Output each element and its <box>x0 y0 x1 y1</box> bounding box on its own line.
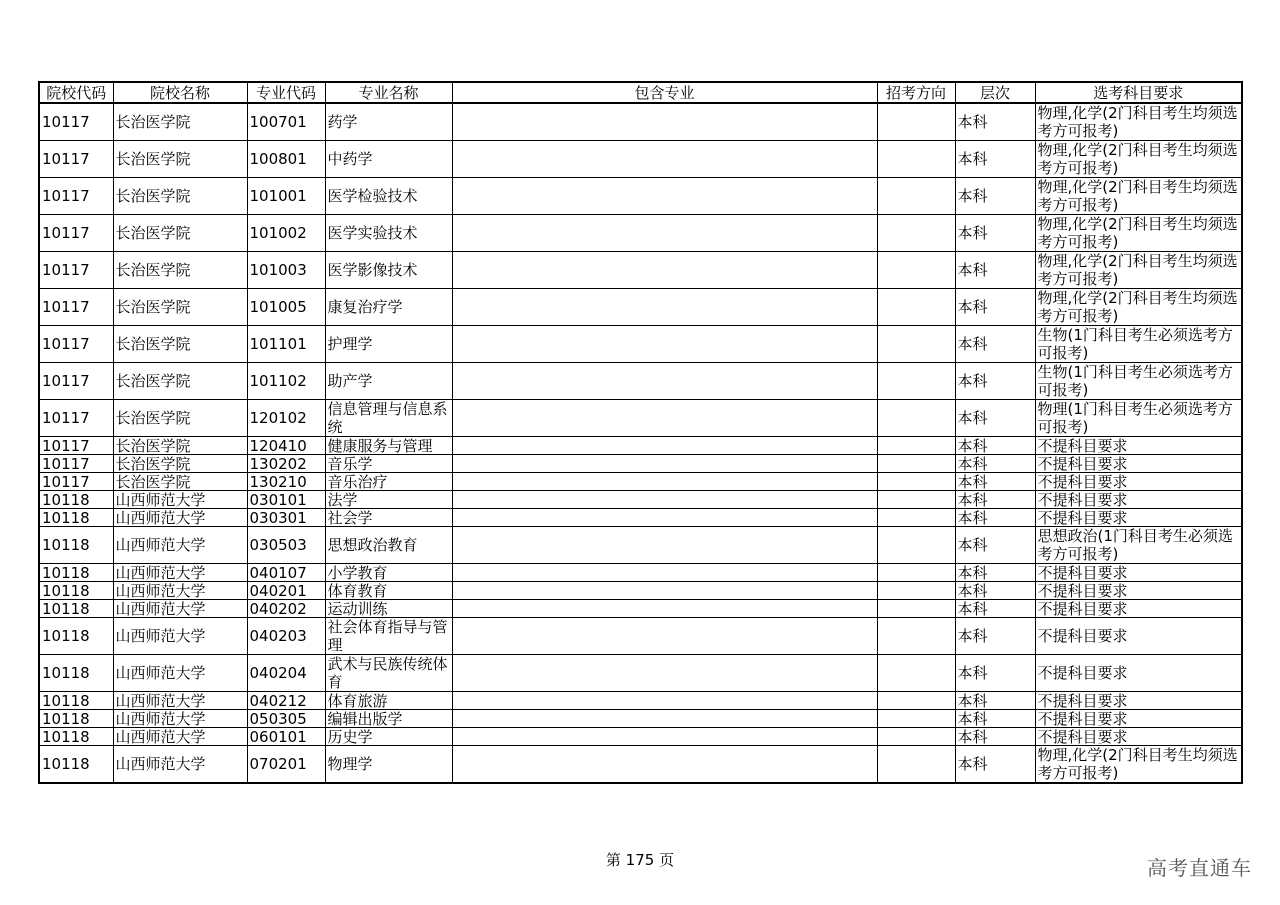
cell-subject-requirement: 物理,化学(2门科目考生均须选考方可报考) <box>1035 178 1242 215</box>
cell-school-name: 长治医学院 <box>113 178 247 215</box>
cell-included-majors <box>452 509 877 527</box>
cell-direction <box>877 509 955 527</box>
cell-subject-requirement: 生物(1门科目考生必须选考方可报考) <box>1035 363 1242 400</box>
cell-level: 本科 <box>955 103 1035 141</box>
table-row <box>39 473 1242 491</box>
cell-major-name: 武术与民族传统体育 <box>325 655 452 692</box>
cell-subject-requirement: 生物(1门科目考生必须选考方可报考) <box>1035 326 1242 363</box>
cell-subject-requirement: 不提科目要求 <box>1035 600 1242 618</box>
cell-major-code: 130202 <box>247 455 325 473</box>
header-included-majors: 包含专业 <box>452 82 877 103</box>
cell-direction <box>877 178 955 215</box>
cell-included-majors <box>452 289 877 326</box>
cell-school-code: 10118 <box>39 600 113 618</box>
cell-school-name: 山西师范大学 <box>113 600 247 618</box>
table-row <box>39 141 1242 178</box>
cell-school-name: 山西师范大学 <box>113 710 247 728</box>
cell-major-code: 120102 <box>247 400 325 437</box>
cell-school-code: 10118 <box>39 527 113 564</box>
table-row <box>39 710 1242 728</box>
cell-direction <box>877 618 955 655</box>
cell-level: 本科 <box>955 326 1035 363</box>
cell-included-majors <box>452 564 877 582</box>
cell-level: 本科 <box>955 618 1035 655</box>
cell-school-code: 10118 <box>39 618 113 655</box>
cell-direction <box>877 473 955 491</box>
cell-school-name: 长治医学院 <box>113 103 247 141</box>
cell-included-majors <box>452 178 877 215</box>
cell-level: 本科 <box>955 289 1035 326</box>
cell-direction <box>877 437 955 455</box>
cell-direction <box>877 103 955 141</box>
cell-direction <box>877 491 955 509</box>
cell-level: 本科 <box>955 437 1035 455</box>
cell-subject-requirement: 不提科目要求 <box>1035 728 1242 746</box>
cell-major-code: 040212 <box>247 692 325 710</box>
cell-major-name: 物理学 <box>325 746 452 784</box>
cell-school-name: 长治医学院 <box>113 141 247 178</box>
table-row <box>39 326 1242 363</box>
cell-school-code: 10117 <box>39 215 113 252</box>
table-row <box>39 692 1242 710</box>
table-row <box>39 363 1242 400</box>
cell-school-code: 10118 <box>39 692 113 710</box>
cell-major-name: 音乐学 <box>325 455 452 473</box>
cell-school-code: 10118 <box>39 655 113 692</box>
cell-school-name: 山西师范大学 <box>113 527 247 564</box>
cell-level: 本科 <box>955 141 1035 178</box>
header-major-name: 专业名称 <box>325 82 452 103</box>
cell-level: 本科 <box>955 655 1035 692</box>
cell-level: 本科 <box>955 178 1035 215</box>
cell-major-name: 体育教育 <box>325 582 452 600</box>
table-row <box>39 455 1242 473</box>
cell-level: 本科 <box>955 692 1035 710</box>
cell-major-name: 运动训练 <box>325 600 452 618</box>
cell-subject-requirement: 不提科目要求 <box>1035 455 1242 473</box>
cell-included-majors <box>452 103 877 141</box>
cell-major-name: 中药学 <box>325 141 452 178</box>
cell-major-code: 101005 <box>247 289 325 326</box>
cell-direction <box>877 527 955 564</box>
table-row <box>39 103 1242 141</box>
cell-school-code: 10117 <box>39 473 113 491</box>
cell-school-name: 山西师范大学 <box>113 692 247 710</box>
cell-major-code: 030101 <box>247 491 325 509</box>
cell-level: 本科 <box>955 728 1035 746</box>
cell-major-name: 护理学 <box>325 326 452 363</box>
cell-major-name: 历史学 <box>325 728 452 746</box>
cell-major-name: 小学教育 <box>325 564 452 582</box>
cell-included-majors <box>452 363 877 400</box>
cell-school-name: 山西师范大学 <box>113 655 247 692</box>
cell-direction <box>877 141 955 178</box>
cell-subject-requirement: 物理,化学(2门科目考生均须选考方可报考) <box>1035 252 1242 289</box>
cell-major-name: 社会体育指导与管理 <box>325 618 452 655</box>
cell-level: 本科 <box>955 582 1035 600</box>
cell-included-majors <box>452 527 877 564</box>
cell-school-name: 山西师范大学 <box>113 728 247 746</box>
table-row <box>39 728 1242 746</box>
cell-subject-requirement: 不提科目要求 <box>1035 692 1242 710</box>
cell-included-majors <box>452 491 877 509</box>
cell-level: 本科 <box>955 527 1035 564</box>
cell-included-majors <box>452 473 877 491</box>
cell-major-name: 体育旅游 <box>325 692 452 710</box>
cell-major-code: 101001 <box>247 178 325 215</box>
cell-included-majors <box>452 655 877 692</box>
table-row <box>39 509 1242 527</box>
cell-major-code: 040204 <box>247 655 325 692</box>
cell-school-code: 10118 <box>39 728 113 746</box>
cell-level: 本科 <box>955 746 1035 784</box>
cell-included-majors <box>452 692 877 710</box>
cell-major-name: 医学实验技术 <box>325 215 452 252</box>
cell-school-name: 长治医学院 <box>113 252 247 289</box>
cell-included-majors <box>452 618 877 655</box>
cell-direction <box>877 728 955 746</box>
cell-direction <box>877 710 955 728</box>
cell-direction <box>877 363 955 400</box>
cell-school-code: 10118 <box>39 509 113 527</box>
cell-included-majors <box>452 437 877 455</box>
cell-major-name: 思想政治教育 <box>325 527 452 564</box>
cell-school-name: 长治医学院 <box>113 455 247 473</box>
cell-school-code: 10117 <box>39 103 113 141</box>
cell-school-name: 长治医学院 <box>113 215 247 252</box>
cell-included-majors <box>452 141 877 178</box>
cell-school-code: 10117 <box>39 178 113 215</box>
cell-major-name: 编辑出版学 <box>325 710 452 728</box>
cell-subject-requirement: 物理(1门科目考生必须选考方可报考) <box>1035 400 1242 437</box>
cell-included-majors <box>452 252 877 289</box>
cell-school-name: 长治医学院 <box>113 473 247 491</box>
table-row <box>39 618 1242 655</box>
cell-direction <box>877 746 955 784</box>
cell-level: 本科 <box>955 363 1035 400</box>
cell-major-code: 030503 <box>247 527 325 564</box>
cell-major-code: 050305 <box>247 710 325 728</box>
cell-major-name: 康复治疗学 <box>325 289 452 326</box>
cell-school-name: 长治医学院 <box>113 400 247 437</box>
cell-subject-requirement: 不提科目要求 <box>1035 710 1242 728</box>
cell-subject-requirement: 不提科目要求 <box>1035 618 1242 655</box>
page-number: 第 175 页 <box>605 851 675 869</box>
cell-included-majors <box>452 455 877 473</box>
cell-major-name: 音乐治疗 <box>325 473 452 491</box>
cell-included-majors <box>452 600 877 618</box>
cell-subject-requirement: 物理,化学(2门科目考生均须选考方可报考) <box>1035 746 1242 784</box>
cell-subject-requirement: 不提科目要求 <box>1035 582 1242 600</box>
cell-major-code: 060101 <box>247 728 325 746</box>
cell-major-code: 101002 <box>247 215 325 252</box>
cell-school-name: 长治医学院 <box>113 289 247 326</box>
cell-major-code: 040201 <box>247 582 325 600</box>
table-row <box>39 289 1242 326</box>
cell-school-code: 10118 <box>39 582 113 600</box>
cell-included-majors <box>452 710 877 728</box>
cell-included-majors <box>452 746 877 784</box>
cell-major-name: 信息管理与信息系统 <box>325 400 452 437</box>
cell-school-code: 10117 <box>39 455 113 473</box>
cell-major-name: 医学影像技术 <box>325 252 452 289</box>
cell-school-name: 山西师范大学 <box>113 582 247 600</box>
cell-direction <box>877 692 955 710</box>
table-row <box>39 527 1242 564</box>
cell-level: 本科 <box>955 252 1035 289</box>
table-row <box>39 252 1242 289</box>
cell-subject-requirement: 物理,化学(2门科目考生均须选考方可报考) <box>1035 141 1242 178</box>
admission-table <box>38 81 1243 784</box>
table-body <box>39 103 1242 783</box>
table-row <box>39 400 1242 437</box>
cell-included-majors <box>452 400 877 437</box>
header-school-code: 院校代码 <box>39 82 113 103</box>
cell-school-name: 山西师范大学 <box>113 509 247 527</box>
table-row <box>39 655 1242 692</box>
cell-level: 本科 <box>955 400 1035 437</box>
cell-major-code: 100801 <box>247 141 325 178</box>
cell-direction <box>877 215 955 252</box>
cell-major-code: 040107 <box>247 564 325 582</box>
cell-school-name: 长治医学院 <box>113 326 247 363</box>
cell-level: 本科 <box>955 491 1035 509</box>
cell-school-name: 山西师范大学 <box>113 618 247 655</box>
cell-school-code: 10117 <box>39 141 113 178</box>
cell-level: 本科 <box>955 455 1035 473</box>
header-level: 层次 <box>955 82 1035 103</box>
table-row <box>39 582 1242 600</box>
cell-direction <box>877 600 955 618</box>
header-subject-requirement: 选考科目要求 <box>1035 82 1242 103</box>
header-school-name: 院校名称 <box>113 82 247 103</box>
cell-major-code: 101102 <box>247 363 325 400</box>
cell-direction <box>877 582 955 600</box>
table-header-row <box>39 82 1242 103</box>
cell-major-code: 130210 <box>247 473 325 491</box>
cell-school-code: 10117 <box>39 437 113 455</box>
cell-school-code: 10118 <box>39 746 113 784</box>
cell-school-code: 10117 <box>39 252 113 289</box>
cell-major-code: 120410 <box>247 437 325 455</box>
cell-school-code: 10118 <box>39 491 113 509</box>
cell-major-code: 040203 <box>247 618 325 655</box>
cell-school-code: 10117 <box>39 289 113 326</box>
table-row <box>39 564 1242 582</box>
cell-school-code: 10117 <box>39 363 113 400</box>
cell-major-code: 040202 <box>247 600 325 618</box>
cell-subject-requirement: 不提科目要求 <box>1035 509 1242 527</box>
cell-school-name: 山西师范大学 <box>113 491 247 509</box>
cell-major-code: 070201 <box>247 746 325 784</box>
cell-subject-requirement: 物理,化学(2门科目考生均须选考方可报考) <box>1035 215 1242 252</box>
cell-subject-requirement: 不提科目要求 <box>1035 564 1242 582</box>
cell-included-majors <box>452 326 877 363</box>
cell-subject-requirement: 不提科目要求 <box>1035 491 1242 509</box>
cell-level: 本科 <box>955 473 1035 491</box>
cell-included-majors <box>452 215 877 252</box>
cell-direction <box>877 655 955 692</box>
table-row <box>39 746 1242 784</box>
cell-major-code: 101101 <box>247 326 325 363</box>
cell-major-name: 助产学 <box>325 363 452 400</box>
cell-direction <box>877 564 955 582</box>
cell-major-name: 医学检验技术 <box>325 178 452 215</box>
table-row <box>39 600 1242 618</box>
cell-included-majors <box>452 582 877 600</box>
cell-school-name: 山西师范大学 <box>113 746 247 784</box>
cell-school-code: 10117 <box>39 400 113 437</box>
cell-school-name: 长治医学院 <box>113 437 247 455</box>
cell-major-name: 社会学 <box>325 509 452 527</box>
cell-school-code: 10118 <box>39 564 113 582</box>
cell-major-name: 法学 <box>325 491 452 509</box>
cell-school-code: 10118 <box>39 710 113 728</box>
cell-direction <box>877 289 955 326</box>
cell-level: 本科 <box>955 564 1035 582</box>
cell-direction <box>877 252 955 289</box>
cell-direction <box>877 455 955 473</box>
table-row <box>39 215 1242 252</box>
cell-major-code: 100701 <box>247 103 325 141</box>
header-direction: 招考方向 <box>877 82 955 103</box>
cell-subject-requirement: 物理,化学(2门科目考生均须选考方可报考) <box>1035 289 1242 326</box>
cell-school-code: 10117 <box>39 326 113 363</box>
cell-level: 本科 <box>955 710 1035 728</box>
cell-major-name: 健康服务与管理 <box>325 437 452 455</box>
cell-school-name: 长治医学院 <box>113 363 247 400</box>
cell-level: 本科 <box>955 509 1035 527</box>
table-row <box>39 178 1242 215</box>
cell-school-name: 山西师范大学 <box>113 564 247 582</box>
cell-subject-requirement: 不提科目要求 <box>1035 437 1242 455</box>
header-major-code: 专业代码 <box>247 82 325 103</box>
cell-subject-requirement: 不提科目要求 <box>1035 655 1242 692</box>
cell-subject-requirement: 不提科目要求 <box>1035 473 1242 491</box>
table-row <box>39 437 1242 455</box>
cell-major-code: 101003 <box>247 252 325 289</box>
table-row <box>39 491 1242 509</box>
cell-level: 本科 <box>955 215 1035 252</box>
cell-subject-requirement: 思想政治(1门科目考生必须选考方可报考) <box>1035 527 1242 564</box>
cell-included-majors <box>452 728 877 746</box>
watermark: 高考直通车 <box>1147 856 1252 880</box>
cell-level: 本科 <box>955 600 1035 618</box>
cell-major-code: 030301 <box>247 509 325 527</box>
cell-direction <box>877 400 955 437</box>
cell-major-name: 药学 <box>325 103 452 141</box>
cell-direction <box>877 326 955 363</box>
cell-subject-requirement: 物理,化学(2门科目考生均须选考方可报考) <box>1035 103 1242 141</box>
